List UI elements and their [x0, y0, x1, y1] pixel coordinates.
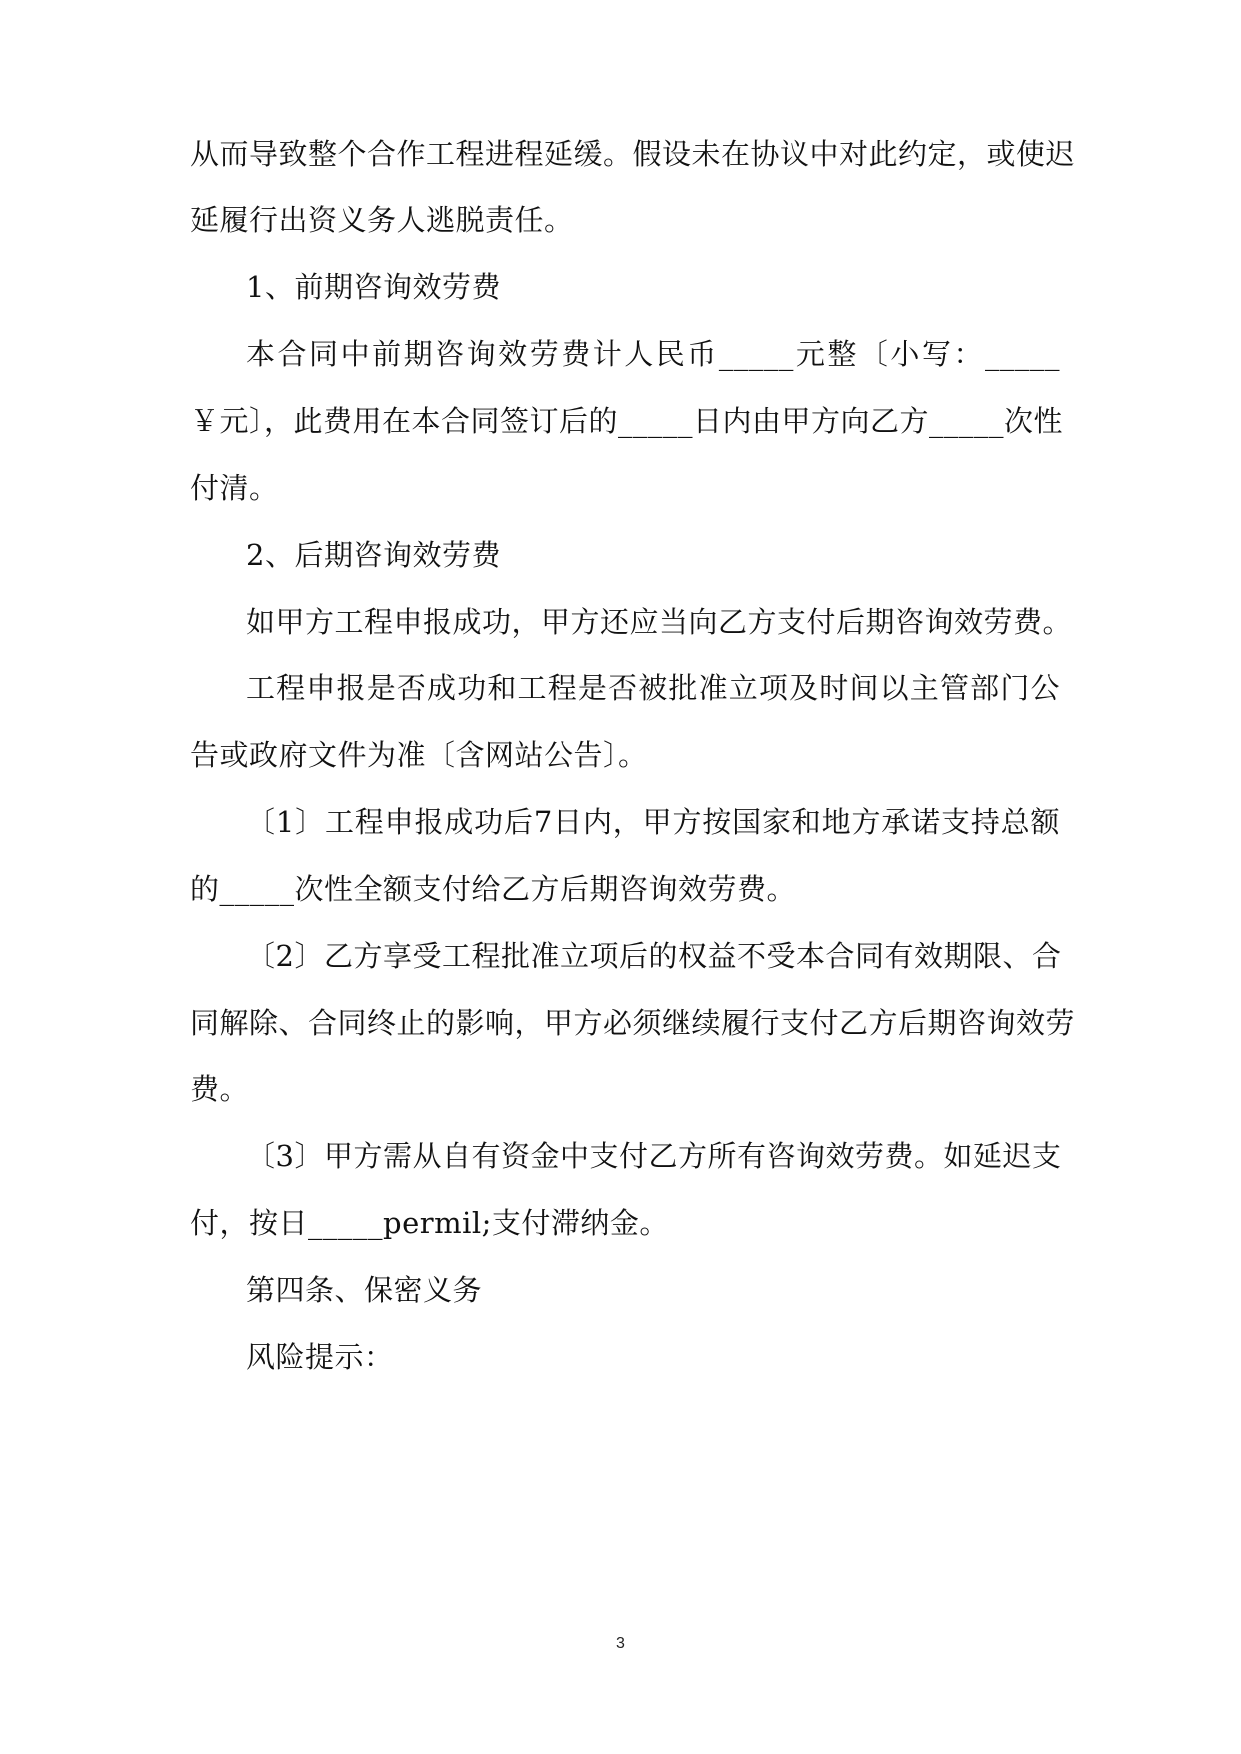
- article-heading: 第四条、保密义务: [246, 1273, 483, 1307]
- paragraph-line: 告或政府文件为准〔含网站公告〕。: [190, 738, 648, 772]
- list-item-line: 〔2〕乙方享受工程批准立项后的权益不受本合同有效期限、合: [246, 939, 1062, 973]
- section-heading: 2、后期咨询效劳费: [246, 538, 501, 572]
- list-item-line: 同解除、合同终止的影响，甲方必须继续履行支付乙方后期咨询效劳: [190, 1006, 1076, 1040]
- paragraph-line: 风险提示：: [246, 1340, 394, 1374]
- page-number: 3: [616, 1635, 625, 1652]
- paragraph-line: 延履行出资义务人逃脱责任。: [190, 203, 574, 237]
- paragraph-line: 本合同中前期咨询效劳费计人民币_____元整〔小写：_____: [246, 337, 1060, 371]
- paragraph-line: 从而导致整个合作工程进程延缓。假设未在协议中对此约定，或使迟: [190, 137, 1076, 171]
- paragraph-line: ￥元〕，此费用在本合同签订后的_____日内由甲方向乙方_____次性: [190, 404, 1064, 438]
- list-item-line: 〔3〕甲方需从自有资金中支付乙方所有咨询效劳费。如延迟支: [246, 1139, 1062, 1173]
- paragraph-line: 工程申报是否成功和工程是否被批准立项及时间以主管部门公: [246, 671, 1060, 705]
- list-item-line: 〔1〕工程申报成功后7日内，甲方按国家和地方承诺支持总额: [246, 805, 1060, 839]
- section-heading: 1、前期咨询效劳费: [246, 270, 501, 304]
- paragraph-line: 如甲方工程申报成功，甲方还应当向乙方支付后期咨询效劳费。: [246, 605, 1073, 639]
- paragraph-line: 付清。: [190, 471, 279, 505]
- list-item-line: 的_____次性全额支付给乙方后期咨询效劳费。: [190, 872, 797, 906]
- list-item-line: 费。: [190, 1072, 250, 1106]
- list-item-line: 付，按日_____permil;支付滞纳金。: [190, 1206, 669, 1240]
